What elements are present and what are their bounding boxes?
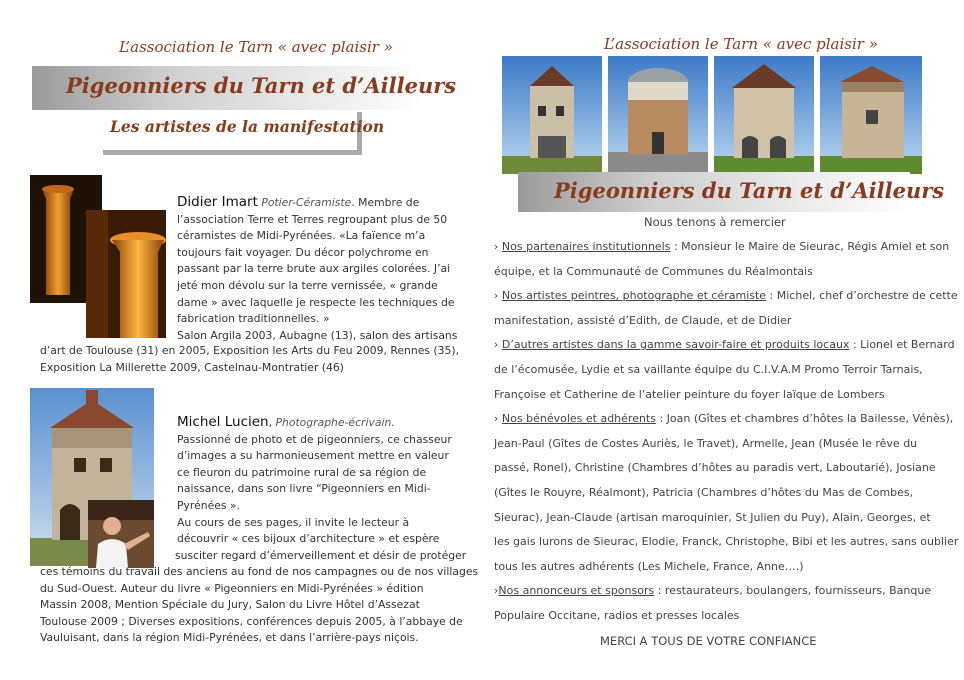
artist1-line: jeté mon dévolu sur la terre vernissée, « grande [177, 278, 438, 292]
thanks-line: manifestation, assisté d’Edith, de Claude, et de Didier [494, 313, 792, 327]
artist1-line: céramistes de Midi-Pyrénées. «La faïence m’a [177, 229, 426, 243]
thanks-line: passé, Ronel), Christine (Chambres d’hôtes au paradis vert, Laboutarié), Josiane [494, 461, 936, 475]
thanks-line: Françoise et Catherine de l’atelier peinture du foyer laïque de Lombers [494, 387, 885, 401]
artist1-line: toujours fait voyager. Du décor polychrome en [177, 245, 429, 259]
artist2-wide-line: du Sud-Ouest. Auteur du livre « Pigeonniers en Midi-Pyrénées » édition [40, 581, 424, 595]
thanks-line: › Nos partenaires institutionnels : Monsieur le Maire de Sieurac, Régis Amiel et son [494, 240, 950, 253]
thanks-intro: Nous tenons à remercier [644, 215, 786, 229]
thanks-line: › D’autres artistes dans la gamme savoir-faire et produits locaux : Lionel et Bernard [494, 338, 955, 352]
artist2-line: d’images a su harmonieusement mettre en valeur [177, 449, 449, 463]
artist2-wide-line: Massin 2008, Mention Spéciale du Jury, Salon du Livre Hôtel d’Assezat [40, 598, 420, 612]
right-main-title: Pigeonniers du Tarn et d’Ailleurs [554, 178, 945, 203]
artists-subtitle: Les artistes de la manifestation [110, 117, 385, 136]
thanks-line: (Gîtes le Rouyre, Réalmont), Patricia (Chambres d’hôtes du Mas de Combes, [494, 485, 914, 499]
artist1-line: Salon Argila 2003, Aubagne (13), salon des artisans [177, 328, 458, 342]
thanks-line: de l’écomusée, Lydie et sa vaillante équipe du C.I.V.A.M Promo Terroir Tarnais, [494, 362, 923, 376]
artist2-bio-wide [40, 564, 480, 647]
author-photo [88, 500, 154, 568]
artist2-line: Pyrénées ». [177, 498, 240, 512]
thanks-line: tous les autres adhérents (Les Michele, France, Anne….) [494, 559, 804, 573]
thanks-line: ›Nos annonceurs et sponsors : restaurateurs, boulangers, fournisseurs, Banque [494, 584, 932, 598]
subtitle-box [103, 112, 385, 155]
artist1-bio-wide [40, 343, 470, 376]
thanks-line: équipe, et la Communauté de Communes du Réalmontais [494, 264, 813, 278]
right-title-banner [518, 172, 945, 212]
pigeonnier-photo-strip [502, 56, 922, 174]
artist2-name: Michel Lucien [177, 414, 269, 430]
thanks-line: › Nos artistes peintres, photographe et céramiste : Michel, chef d’orchestre de cette [494, 289, 958, 303]
artist1-wide-line: Exposition La Millerette 2009, Castelnau-Montratier (46) [40, 360, 344, 374]
left-association-title: L’association le Tarn « avec plaisir » [119, 38, 393, 56]
right-association-title: L’association le Tarn « avec plaisir » [604, 35, 878, 53]
thanks-line: les gais lurons de Sieurac, Elodie, Franck, Christophe, Bibi et les autres, sans oublier [494, 535, 959, 549]
thanks-line: Jean-Paul (Gîtes de Costes Auriès, le Travet), Armelle, Jean (Musée le rêve du [494, 436, 918, 450]
artist1-line: fabrication traditionnelles. » [177, 312, 330, 326]
thanks-line: Sieurac), Jean-Claude (artisan maroquinier, St Julien du Puy), Alain, Georges, et [494, 510, 931, 524]
artist1-wide-line: d’art de Toulouse (31) en 2005, Exposition les Arts du Feu 2009, Rennes (35), [40, 344, 460, 357]
artist2-bio: Michel Lucien, Photographe-écrivain. Passionné de photo et de pigeonniers, ce chasseur d’images a su harmonieusement mettre en valeur ce fleuron du patrimoine rural de sa région de naissance, dans son livre “Pigeonniers en Midi- Pyrénées ». Au cours de ses pages, il invite le lecteur à découvrir « ces bijoux d’architecture » et espère susciter regard d’émerveillement et désir de protéger [177, 414, 477, 564]
artist2-line: ce fleuron du patrimoine rural de sa région de [177, 465, 427, 479]
artist1-role: Potier-Céramiste [261, 196, 352, 209]
artist2-wide-line: ces témoins du travail des anciens au fond de nos campagnes ou de nos villages [40, 565, 479, 578]
artist1-line: passant par la terre brute aux argiles colorées. J’ai [177, 262, 451, 276]
artist1-line-0: . Membre de [351, 196, 420, 209]
artist2-line: naissance, dans son livre “Pigeonniers en Midi- [177, 482, 431, 496]
merci-footer: MERCI A TOUS DE VOTRE CONFIANCE [600, 634, 817, 648]
artist2-wide-line: Toulouse 2009 ; Diverses expositions, conférences depuis 2005, à l’abbaye de [40, 614, 463, 628]
thanks-line: Populaire Occitane, radios et presses locales [494, 608, 740, 622]
artist1-bio [177, 194, 477, 344]
artist1-line: l’association Terre et Terres regroupant plus de 50 [177, 212, 448, 226]
artist1-line: dame » avec laquelle je respecte les techniques de [177, 295, 455, 309]
vase-photo-2 [86, 210, 166, 338]
artist2-role: Photographe-écrivain. [275, 416, 395, 429]
artist2-line: Au cours de ses pages, il invite le lecteur à [177, 515, 410, 529]
artist1-name: Didier Imart [177, 194, 258, 210]
artist2-line: susciter regard d’émerveillement et désir de protéger [175, 548, 467, 562]
artist2-line: découvrir « ces bijoux d’architecture » et espère [177, 532, 440, 546]
artist2-wide-line: Vauluisant, dans la région Midi-Pyrénées, et dans l’arrière-pays niçois. [40, 631, 419, 645]
thanks-list [494, 235, 959, 629]
left-title-banner [32, 66, 457, 110]
thanks-line: › Nos bénévoles et adhérents : Joan (Gîtes et chambres d’hôtes la Bailesse, Vénès), [494, 412, 954, 426]
left-main-title: Pigeonniers du Tarn et d’Ailleurs [66, 73, 457, 98]
artist2-line: Passionné de photo et de pigeonniers, ce chasseur [177, 432, 452, 446]
